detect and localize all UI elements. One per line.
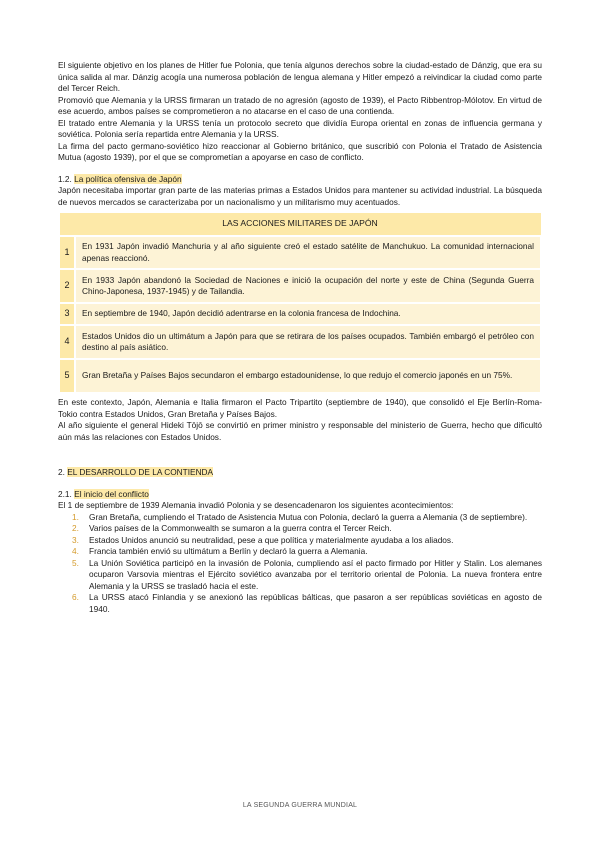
row-number: 1 [59, 236, 75, 269]
row-number: 2 [59, 269, 75, 303]
row-number: 3 [59, 303, 75, 325]
list-item-number: 4. [72, 546, 79, 556]
heading-2-number: 2. [58, 467, 65, 477]
tripartite-paragraph: En este contexto, Japón, Alemania e Italia firmaron el Pacto Tripartito (septiembre de 1940), que consolidó el Eje Berlín-Roma-Tokio contra Estados Unidos, Gran Bretaña y Países Bajos. [58, 397, 542, 419]
invasion-intro: El 1 de septiembre de 1939 Alemania invadió Polonia y se desencadenaron los siguientes acontecimientos: [58, 500, 454, 510]
row-number: 4 [59, 325, 75, 359]
list-item-text: Estados Unidos anunció su neutralidad, pese a que política y materialmente ayudaba a los aliados. [89, 534, 454, 545]
intro-paragraph-1: El siguiente objetivo en los planes de Hitler fue Polonia, que tenía algunos derechos sobre la ciudad-estado de Dánzig, que era su única salida al mar. Dánzig acogía una numerosa población de lengua alemana y Hitler empezó a reivindicar la ciudad como parte del Tercer Reich. [58, 60, 542, 93]
table-row [59, 269, 541, 303]
japan-actions-table [58, 212, 542, 394]
list-item-number: 3. [72, 534, 79, 545]
page-footer: LA SEGUNDA GUERRA MUNDIAL [242, 802, 358, 809]
row-text: Estados Unidos dio un ultimátum a Japón para que se retirara de los países ocupados. También embargó el petróleo con destino al país asiático. [75, 325, 541, 359]
row-text: En 1933 Japón abandonó la Sociedad de Naciones e inició la ocupación del norte y este de China (Segunda Guerra Chino-Japonesa, 1937-1945) y de Tailandia. [75, 269, 541, 303]
document-page [58, 60, 542, 615]
table-header: LAS ACCIONES MILITARES DE JAPÓN [59, 213, 541, 237]
list-item [58, 535, 542, 547]
heading-2-1 [58, 489, 542, 501]
list-item-number: 5. [72, 557, 79, 568]
list-item-number: 6. [72, 592, 79, 602]
list-item [58, 592, 542, 615]
list-item-text: Francia también envió su ultimátum a Berlín y declaró la guerra a Alemania. [89, 546, 368, 556]
list-item [58, 523, 542, 535]
table-row [59, 359, 541, 393]
list-item [58, 558, 542, 593]
table-row [59, 236, 541, 269]
row-number: 5 [59, 359, 75, 393]
japan-paragraph: Japón necesitaba importar gran parte de las materias primas a Estados Unidos para mantener su actividad industrial. La búsqueda de nuevos mercados se caracterizaba por un nacionalismo y un militarismo muy acentuados. [58, 185, 542, 207]
intro-paragraph-4: La firma del pacto germano-soviético hizo reaccionar al Gobierno británico, que suscribió con Polonia el Tratado de Asistencia Mutua (agosto 1939), por el que se comprometían a apoyarse en caso de conflicto. [58, 140, 542, 162]
list-item-number: 1. [72, 511, 79, 522]
heading-1-2-number: 1.2. [58, 173, 72, 184]
row-text: En 1931 Japón invadió Manchuria y al año siguiente creó el estado satélite de Manchukuo. La comunidad internacional apenas reaccionó. [75, 236, 541, 269]
events-list [58, 512, 542, 616]
table-row [59, 303, 541, 325]
intro-paragraph-2: Promovió que Alemania y la URSS firmaran un tratado de no agresión (agosto de 1939), el Pacto Ribbentrop-Mólotov. En virtud de ese acuerdo, ambos países se comprometieron a no atacarse en el caso de una contienda. [58, 94, 542, 116]
list-item-text: Varios países de la Commonwealth se sumaron a la guerra contra el Tercer Reich. [89, 523, 392, 533]
list-item [58, 546, 542, 558]
tojo-paragraph: Al año siguiente el general Hideki Tōjō se convirtió en primer ministro y responsable del ministerio de Guerra, hecho que dificultó aún más las relaciones con Estados Unidos. [58, 420, 542, 442]
heading-2-title: EL DESARROLLO DE LA CONTIENDA [67, 467, 214, 477]
heading-2-1-number: 2.1. [58, 488, 72, 499]
heading-2-1-title: El inicio del conflicto [74, 488, 149, 499]
list-item-text: La URSS atacó Finlandia y se anexionó las repúblicas bálticas, que pasaron a ser repúblicas soviéticas en agosto de 1940. [89, 592, 542, 614]
heading-1-2 [58, 174, 542, 186]
row-text: En septiembre de 1940, Japón decidió adentrarse en la colonia francesa de Indochina. [75, 303, 541, 325]
list-item-number: 2. [72, 523, 79, 533]
list-item-text: Gran Bretaña, cumpliendo el Tratado de Asistencia Mutua con Polonia, declaró la guerra a Alemania (3 de septiembre). [89, 511, 528, 522]
list-item-text: La Unión Soviética participó en la invasión de Polonia, cumpliendo así el pacto firmado por Hitler y Stalin. Los alemanes ocuparon Varsovia mientras el Ejército soviético avanzaba por el territorio oriental de Polonia. La nueva frontera entre Alemania y la URSS se trasladó hacia el este. [89, 557, 542, 591]
row-text: Gran Bretaña y Países Bajos secundaron el embargo estadounidense, lo que redujo el comercio japonés en un 75%. [75, 359, 541, 393]
intro-section [58, 60, 542, 164]
heading-2 [58, 467, 542, 479]
list-item [58, 512, 542, 524]
table-row [59, 325, 541, 359]
intro-paragraph-3: El tratado entre Alemania y la URSS tenía un protocolo secreto que dividía Europa oriental en zonas de influencia germana y soviética. Polonia sería repartida entre Alemania y la URSS. [58, 117, 542, 139]
heading-1-2-title: La política ofensiva de Japón [74, 173, 182, 184]
